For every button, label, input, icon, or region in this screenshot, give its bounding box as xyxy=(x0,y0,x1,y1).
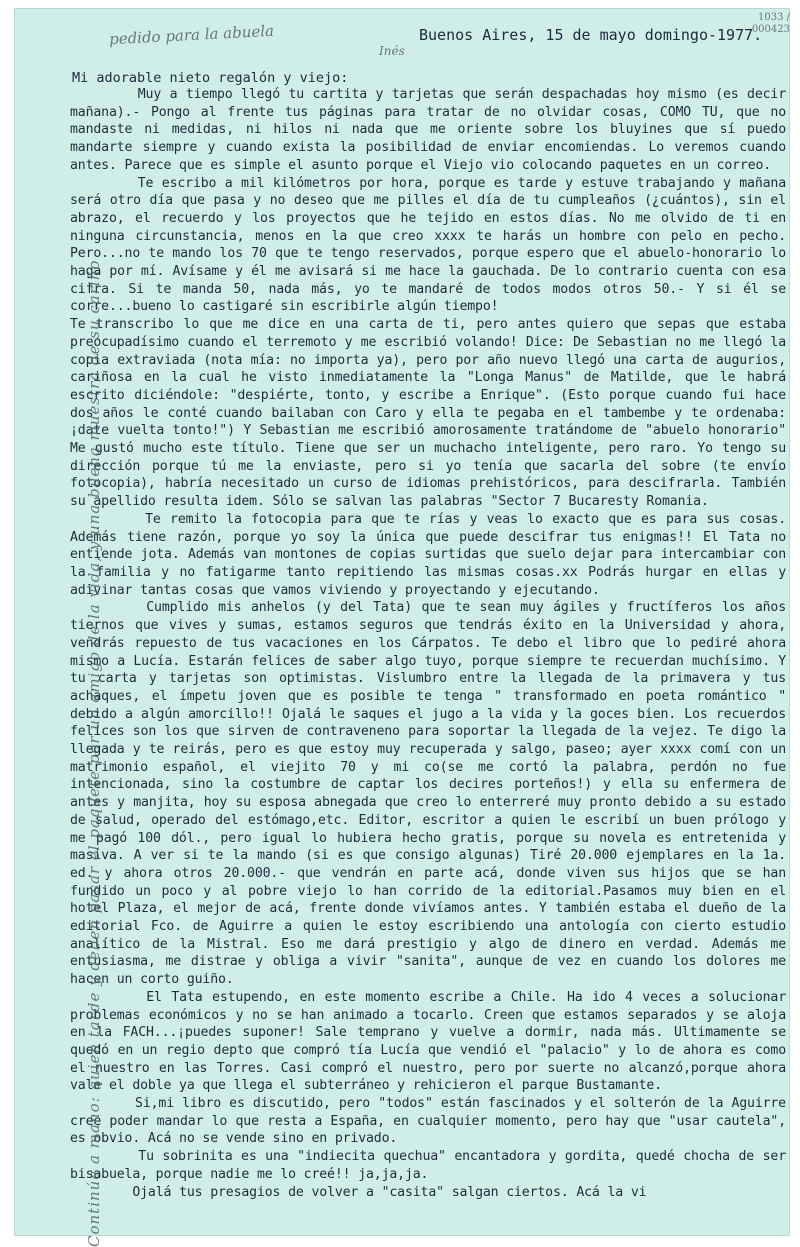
paragraph: Si,mi libro es discutido, pero "todos" están fascinados y el solterón de la Aguirre cree poder mandar lo que resta a España, en cualquier momento, pero hay que "usar cautela", es obvio. Acá no se vende sino en privado. xyxy=(70,1096,794,1147)
salutation: Mi adorable nieto regalón y viejo: xyxy=(72,70,349,86)
paragraph: Tu sobrinita es una "indiecita quechua" encantadora y gordita, quedé chocha de ser bisabuela, porque nadie me lo creé!! ja,ja,ja. xyxy=(70,1149,794,1182)
paragraph: El Tata estupendo, en este momento escribe a Chile. Ha ido 4 veces a solucionar problemas económicos y no se han animado a tocarlo. Creen que estamos separados y se aloja en la FACH...¡puedes suponer! Sale temprano y vuelve a dormir, nada más. Ultimamente se quedó en un regio depto que compró tía Lucía que vendió el "palacio" y lo de ahora es como el nuestro en las Torres. Casi compró el nuestro, pero por suerte no alcanzó,porque ahora vale el doble ya que llega el subterráneo y rehicieron el parque Bustamante. xyxy=(70,989,794,1094)
paragraph: Muy a tiempo llegó tu cartita y tarjetas que serán despachadas hoy mismo (es decir mañana).- Pongo al frente tus páginas para tratar de no olvidar cosas, COMO TU, que no mandaste ni medidas, ni hilos ni nada que me oriente sobre los bluyines que sí puedo mandarte siempre y cuando exista la posibilidad de enviar encomiendas. Lo veremos cuando antes. Parece que es simple el asunto porque el Viejo vio colocando paquetes en un correo. xyxy=(70,87,794,173)
paragraph: Cumplido mis anhelos (y del Tata) que te sean muy ágiles y fructíferos los años tiernos que vives y sumas, estamos seguros que tendrás éxito en la Universidad y ahora, vendrás repuesto de tus vacaciones en los Cárpatos. Te debo el libro que lo pediré ahora mismo a Lucía. Estarán felices de saber algo tuyo, porque siempre te recuerdan muchísimo. Y tu carta y tarjetas son optimistas. Vislumbro entre la llegada de la primavera y tus achaques, el ímpetu joven que es posible te tenga " transformado en poeta romántico " debido a algún amorcillo!! Ojalá le saques el jugo a la vida y la goces bien. Los recuerdos felices son los que sirven de contraveneno para soportar la llegada de la vejez. Te digo la llegada y te reirás, pero es que estoy muy recuperada y salgo, paseo; ayer xxxx comí con un matrimonio español, el viejito 70 y mi co(se me cortó la palabra, perdón no fue intencionada, sino la costumbre de captar los decires porteños!) y ella su enfermera de antes y manjita, hoy su esposa abnegada que creo lo enterreré muy pronto debido a su estado de salud, operado del estómago,etc. Editor, escritor a quien le escribí un buen prólogo y me pagó 100 dól., pero igual lo hubiera hecho gratis, porque su novela es entretenida y masiva. A ver si te la mando (si es que consigo algunas) Tiré 20.000 ejemplares en la 1a. ed. y ahora otros 20.000.- que vendrán en parte acá, donde viven sus hijos que se han fundido un poco y al pobre viejo lo han corrido de la editorial.Pasamos muy bien en el hotel Plaza, el mejor de acá, frente donde vivíamos antes. Y también estaba el dueño de la editorial Fco. de Aguirre a quien le estoy escribiendo una antología con cierto estudio analítico de la Mistral. Eso me dará prestigio y algo de dinero en verdad. Además me entusiasma, me distrae y obliga a vivir "sanita", aunque de vez en cuando los dolores me hacen un corto guiño. xyxy=(70,600,794,988)
archive-number: 1033 / 000423 xyxy=(751,12,790,35)
handwritten-sub-annotation: Inés xyxy=(379,44,405,58)
letter-body xyxy=(70,86,794,1201)
paragraph: Ojalá tus presagios de volver a "casita" salgan ciertos. Acá la vi xyxy=(70,1184,647,1200)
handwritten-annotation: pedido para la abuela xyxy=(108,21,275,49)
date-line: Buenos Aires, 15 de mayo domingo-1977. xyxy=(419,26,763,44)
paragraph: Te escribo a mil kilómetros por hora, porque es tarde y estuve trabajando y mañana será otro día que pasa y no deseo que me pilles el día de tu cumpleaños (¿cuántos), sin el abrazo, el recuerdo y los proyectos que he tejido en estos días. No me olvido de ti en ninguna circunstancia, menos en la que creo xxxx te harás un hombre con pelo en pecho. Pero...no te mando los 70 que te tengo reservados, porque espero que el abuelo-honorario lo haga por mí. Avísame y él me avisará si me hace la gauchada. De lo contrario cuenta con esa cifra. Si te manda 50, nada más, yo te mandaré de todos modos otros 50.- Y si él se corre...bueno lo castigaré sin escribirle algún tiempo! xyxy=(70,175,794,315)
letter-page xyxy=(14,8,794,1247)
handwritten-margin-note: Continúa a mano: quien tarde y deben pasar el paquete por un amigo de la vida, y una buena muestra de su cariño xyxy=(85,259,103,1247)
paragraph: Te remito la fotocopia para que te rías y veas lo exacto que es para sus cosas. Además tiene razón, porque yo soy la única que puede descifrar tus enigmas!! El Tata no entiende jota. Además van montones de copias surtidas que suelo dejar para intercambiar con la familia y no fatigarme tanto repitiendo las mismas cosas.xx Podrás hurgar en ellas y adivinar tantas cosas que vamos viviendo y proyectando y ejecutando. xyxy=(70,511,794,598)
paragraph: Te transcribo lo que me dice en una carta de ti, pero antes quiero que sepas que estaba preocupadísimo cuando el terremoto y me escribió volando! Dice: De Sebastian no me llegó la copia extraviada (nota mía: no importa ya), pero por año nuevo llegó una carta de augurios, cariñosa en la cual he visto inmediatamente la "Longa Manus" de Matilde, que le habrá escrito diciéndole: "despiérte, tonto, y escribe a Enrique". (Esto porque cuando fui hace dos años le conté cuando bailaban con Caro y ella te pegaba en el tambembe y te ordenaba: ¡date vuelta tonto!") Y Sebastian me escribió amorosamente tratándome de "abuelo honorario" Me gustó mucho este título. Tiene que ser un muchacho inteligente, pero raro. Yo tengo su dirección porque tú me la enviaste, pero si yo tenía que sacarla del sobre (te envío fotocopia), habría necesitado un curso de idiomas prehistóricos, para descifrarla. También su apellido resulta idem. Sólo se salvan las palabras "Sector 7 Bucaresty Romania. xyxy=(70,317,794,510)
